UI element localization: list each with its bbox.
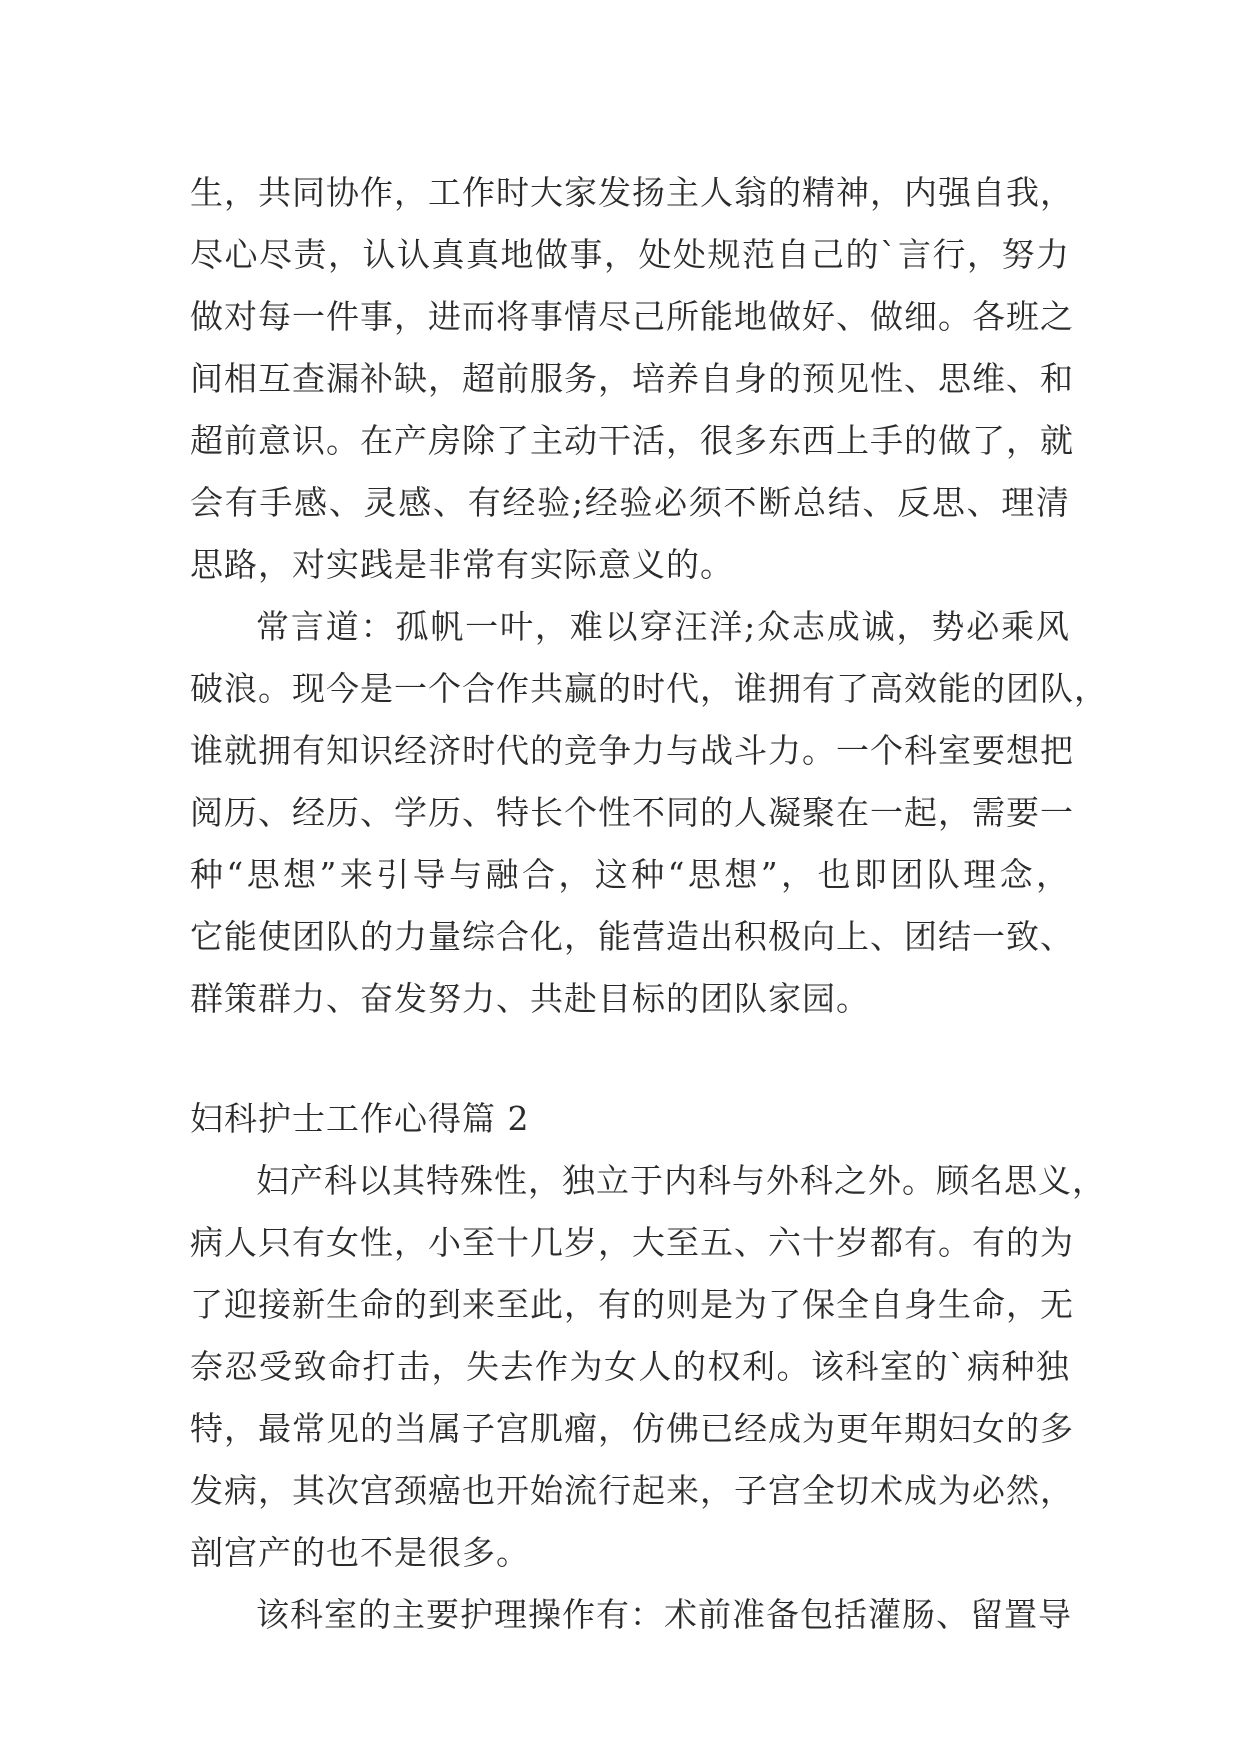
section-spacer [190,1030,1070,1088]
text-line: 常言道：孤帆一叶，难以穿汪洋;众志成诚，势必乘风 [256,607,1070,646]
text-line: 它能使团队的力量综合化，能营造出积极向上、团结一致、 [190,917,1074,956]
text-line: 思路，对实践是非常有实际意义的。 [190,545,734,584]
text-line: 该科室的主要护理操作有：术前准备包括灌肠、留置导 [256,1595,1072,1634]
paragraph [190,162,1074,596]
text-line: 会有手感、灵感、有经验;经验必须不断总结、反思、理清 [190,483,1070,522]
text-line: 了迎接新生命的到来至此，有的则是为了保全自身生命，无 [190,1285,1074,1324]
text-line: 群策群力、奋发努力、共赴目标的团队家园。 [190,979,870,1018]
paragraph [190,596,1108,1030]
text-line: 发病，其次宫颈癌也开始流行起来，子宫全切术成为必然， [190,1471,1074,1510]
section-heading: 妇科护士工作心得篇 2 [190,1099,530,1138]
paragraph [190,1150,1106,1584]
text-line: 阅历、经历、学历、特长个性不同的人凝聚在一起，需要一 [190,793,1074,832]
document-body [190,162,1108,1646]
text-line: 妇产科以其特殊性，独立于内科与外科之外。顾名思义， [256,1161,1106,1200]
text-line: 间相互查漏补缺，超前服务，培养自身的预见性、思维、和 [190,359,1074,398]
text-line: 生，共同协作，工作时大家发扬主人翁的精神，内强自我， [190,173,1074,212]
text-line: 做对每一件事，进而将事情尽己所能地做好、做细。各班之 [190,297,1074,336]
text-line: 特，最常见的当属子宫肌瘤，仿佛已经成为更年期妇女的多 [190,1409,1074,1448]
text-line: 病人只有女性，小至十几岁，大至五、六十岁都有。有的为 [190,1223,1074,1262]
text-line: 谁就拥有知识经济时代的竞争力与战斗力。一个科室要想把 [190,731,1074,770]
text-line: 超前意识。在产房除了主动干活，很多东西上手的做了，就 [190,421,1074,460]
text-line: 种“思想”来引导与融合，这种“思想”，也即团队理念， [190,855,1070,894]
text-line: 剖宫产的也不是很多。 [190,1533,530,1572]
text-line: 破浪。现今是一个合作共赢的时代，谁拥有了高效能的团队， [190,669,1108,708]
paragraph [190,1584,1070,1646]
text-line: 尽心尽责，认认真真地做事，处处规范自己的`言行，努力 [190,235,1070,274]
text-line: 奈忍受致命打击，失去作为女人的权利。该科室的`病种独 [190,1347,1070,1386]
